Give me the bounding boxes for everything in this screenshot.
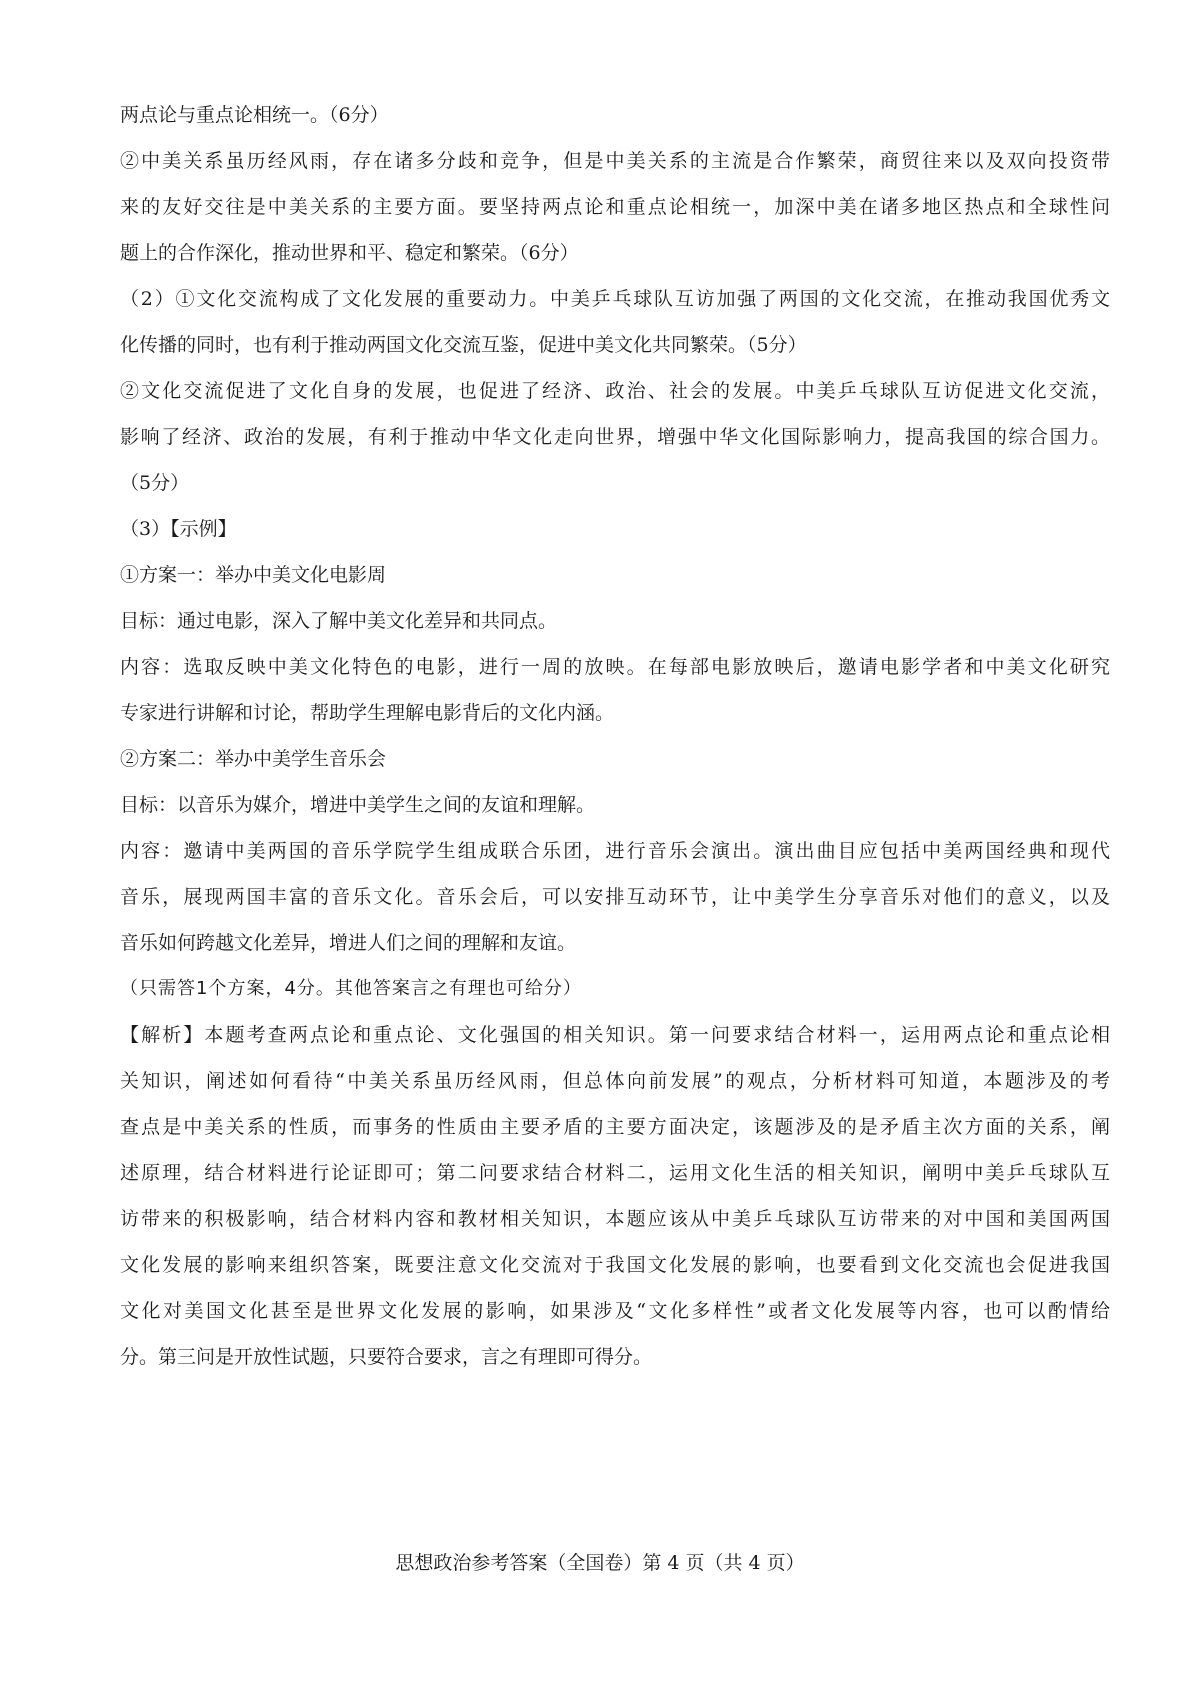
answer-line: 内容：邀请中美两国的音乐学院学生组成联合乐团，进行音乐会演出。演出曲目应包括中美两国经典和现代 <box>120 840 1110 862</box>
answer-line: 题上的合作深化，推动世界和平、稳定和繁荣。（6分） <box>120 242 579 264</box>
answer-body <box>120 92 1110 1380</box>
analysis-line: 【解析】本题考查两点论和重点论、文化强国的相关知识。第一问要求结合材料一，运用两点论和重点论相 <box>120 1024 1110 1046</box>
answer-line: 音乐如何跨越文化差异，增进人们之间的理解和友谊。 <box>120 932 577 954</box>
answer-line: 两点论与重点论相统一。（6分） <box>120 104 389 126</box>
answer-line: （2）①文化交流构成了文化发展的重要动力。中美乒乓球队互访加强了两国的文化交流，在推动我国优秀文 <box>120 288 1110 310</box>
answer-line: 影响了经济、政治的发展，有利于推动中华文化走向世界，增强中华文化国际影响力，提高我国的综合国力。 <box>120 426 1110 448</box>
analysis-line: 分。第三问是开放性试题，只要符合要求，言之有理即可得分。 <box>120 1346 653 1368</box>
answer-line: 目标：通过电影，深入了解中美文化差异和共同点。 <box>120 610 558 632</box>
answer-line: ②方案二：举办中美学生音乐会 <box>120 748 387 770</box>
analysis-line: 关知识，阐述如何看待“中美关系虽历经风雨，但总体向前发展”的观点，分析材料可知道，本题涉及的考 <box>120 1070 1110 1092</box>
analysis-line: 述原理，结合材料进行论证即可；第二问要求结合材料二，运用文化生活的相关知识，阐明中美乒乓球队互 <box>120 1162 1110 1184</box>
answer-line: ②中美关系虽历经风雨，存在诸多分歧和竞争，但是中美关系的主流是合作繁荣，商贸往来以及双向投资带 <box>120 150 1110 172</box>
answer-line: 来的友好交往是中美关系的主要方面。要坚持两点论和重点论相统一，加深中美在诸多地区热点和全球性问 <box>120 196 1110 218</box>
answer-line: 内容：选取反映中美文化特色的电影，进行一周的放映。在每部电影放映后，邀请电影学者和中美文化研究 <box>120 656 1110 678</box>
analysis-line: 文化对美国文化甚至是世界文化发展的影响，如果涉及“文化多样性”或者文化发展等内容，也可以酌情给 <box>120 1300 1110 1322</box>
answer-line: 音乐，展现两国丰富的音乐文化。音乐会后，可以安排互动环节，让中美学生分享音乐对他们的意义，以及 <box>120 886 1110 908</box>
analysis-line: 访带来的积极影响，结合材料内容和教材相关知识，本题应该从中美乒乓球队互访带来的对中国和美国两国 <box>120 1208 1110 1230</box>
answer-line: 化传播的同时，也有利于推动两国文化交流互鉴，促进中美文化共同繁荣。（5分） <box>120 334 807 356</box>
analysis-line: 文化发展的影响来组织答案，既要注意文化交流对于我国文化发展的影响，也要看到文化交流也会促进我国 <box>120 1254 1110 1276</box>
answer-line: ①方案一：举办中美文化电影周 <box>120 564 387 586</box>
answer-line: （3）【示例】 <box>120 518 237 540</box>
answer-line: （5分） <box>120 472 190 494</box>
analysis-line: 查点是中美关系的性质，而事务的性质由主要矛盾的主要方面决定，该题涉及的是矛盾主次方面的关系，阐 <box>120 1116 1110 1138</box>
answer-line: 目标：以音乐为媒介，增进中美学生之间的友谊和理解。 <box>120 794 596 816</box>
answer-line: 专家进行讲解和讨论，帮助学生理解电影背后的文化内涵。 <box>120 702 615 724</box>
scoring-note: （只需答1个方案，4分。其他答案言之有理也可给分） <box>120 978 582 999</box>
answer-line: ②文化交流促进了文化自身的发展，也促进了经济、政治、社会的发展。中美乒乓球队互访促进文化交流， <box>120 380 1110 402</box>
page-footer: 思想政治参考答案（全国卷）第 4 页（共 4 页） <box>395 1552 805 1574</box>
